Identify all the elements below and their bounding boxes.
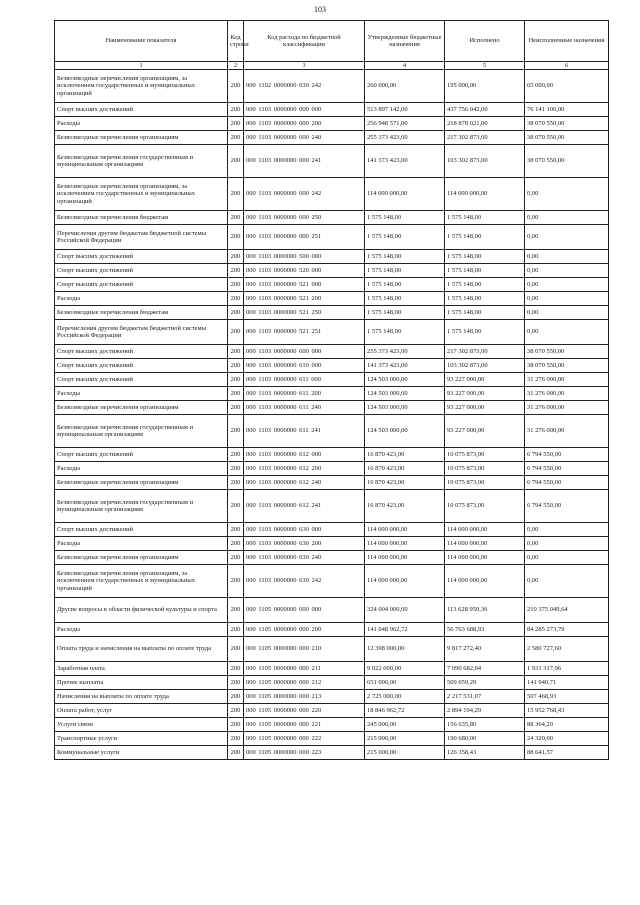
cell-name: Расходы <box>55 117 228 131</box>
cell-budget-code: 000 1103 0000000 500 000 <box>244 250 365 264</box>
cell-name: Расходы <box>55 623 228 637</box>
cell-approved: 12 398 000,00 <box>365 637 445 662</box>
cell-executed: 2 894 194,29 <box>445 704 525 718</box>
cell-executed: 114 000 000,00 <box>445 523 525 537</box>
cell-approved: 114 000 000,00 <box>365 565 445 598</box>
cell-budget-code: 000 1103 0000000 630 240 <box>244 551 365 565</box>
cell-unexecuted: 0,00 <box>525 225 609 250</box>
cell-unexecuted: 31 276 000,00 <box>525 415 609 448</box>
cell-unexecuted: 507 468,93 <box>525 690 609 704</box>
cell-approved: 1 575 148,00 <box>365 211 445 225</box>
cell-line-code: 200 <box>228 476 244 490</box>
cell-name: Начисления на выплаты по оплате труда <box>55 690 228 704</box>
cell-name: Безвозмездные перечисления организациям, за исключением государственных и муниципальных организаций <box>55 178 228 211</box>
cell-name: Безвозмездные перечисления государственным и муниципальным организациям <box>55 415 228 448</box>
cell-budget-code: 000 1105 0000000 000 220 <box>244 704 365 718</box>
header-line-code: Код строки <box>228 21 244 62</box>
cell-unexecuted: 76 141 100,00 <box>525 103 609 117</box>
cell-executed: 10 075 873,00 <box>445 448 525 462</box>
cell-line-code: 200 <box>228 320 244 345</box>
table-row <box>55 537 609 551</box>
table-row <box>55 746 609 760</box>
cell-unexecuted: 88 364,20 <box>525 718 609 732</box>
table-row <box>55 415 609 448</box>
cell-budget-code: 000 1103 0000000 612 241 <box>244 490 365 523</box>
cell-name: Оплата работ, услуг <box>55 704 228 718</box>
table-row <box>55 211 609 225</box>
cell-executed: 217 302 873,00 <box>445 345 525 359</box>
column-number: 5 <box>445 62 525 70</box>
cell-executed: 217 302 873,00 <box>445 131 525 145</box>
cell-budget-code: 000 1105 0000000 000 210 <box>244 637 365 662</box>
cell-executed: 93 227 000,00 <box>445 373 525 387</box>
cell-executed: 190 680,00 <box>445 732 525 746</box>
cell-unexecuted: 6 794 550,00 <box>525 462 609 476</box>
cell-unexecuted: 141 940,71 <box>525 676 609 690</box>
cell-approved: 1 575 148,00 <box>365 278 445 292</box>
cell-executed: 10 075 873,00 <box>445 490 525 523</box>
cell-name: Спорт высших достижений <box>55 359 228 373</box>
cell-line-code: 200 <box>228 415 244 448</box>
cell-executed: 1 575 148,00 <box>445 225 525 250</box>
cell-executed: 56 763 688,93 <box>445 623 525 637</box>
cell-approved: 141 373 423,00 <box>365 145 445 178</box>
cell-line-code: 200 <box>228 145 244 178</box>
cell-executed: 1 575 148,00 <box>445 306 525 320</box>
cell-line-code: 200 <box>228 537 244 551</box>
cell-approved: 513 897 142,00 <box>365 103 445 117</box>
cell-unexecuted: 31 276 000,00 <box>525 387 609 401</box>
cell-executed: 195 000,00 <box>445 70 525 103</box>
cell-budget-code: 000 1105 0000000 000 212 <box>244 676 365 690</box>
cell-budget-code: 000 1103 0000000 521 251 <box>244 320 365 345</box>
cell-name: Спорт высших достижений <box>55 448 228 462</box>
cell-line-code: 200 <box>228 103 244 117</box>
cell-budget-code: 000 1103 0000000 000 240 <box>244 131 365 145</box>
table-row <box>55 732 609 746</box>
cell-name: Спорт высших достижений <box>55 278 228 292</box>
cell-name: Расходы <box>55 462 228 476</box>
table-row <box>55 345 609 359</box>
cell-budget-code: 000 1105 0000000 000 213 <box>244 690 365 704</box>
cell-line-code: 200 <box>228 490 244 523</box>
cell-approved: 1 575 148,00 <box>365 292 445 306</box>
table-row <box>55 359 609 373</box>
cell-unexecuted: 0,00 <box>525 551 609 565</box>
cell-budget-code: 000 1103 0000000 521 200 <box>244 292 365 306</box>
cell-executed: 2 217 531,07 <box>445 690 525 704</box>
page-number: 103 <box>314 5 326 14</box>
table-row <box>55 623 609 637</box>
cell-budget-code: 000 1103 0000000 630 242 <box>244 565 365 598</box>
cell-unexecuted: 6 794 550,00 <box>525 476 609 490</box>
cell-line-code: 200 <box>228 565 244 598</box>
cell-executed: 113 628 950,36 <box>445 598 525 623</box>
cell-line-code: 200 <box>228 551 244 565</box>
table-row <box>55 178 609 211</box>
cell-line-code: 200 <box>228 292 244 306</box>
cell-line-code: 200 <box>228 448 244 462</box>
cell-unexecuted: 38 070 550,00 <box>525 359 609 373</box>
cell-name: Услуги связи <box>55 718 228 732</box>
cell-approved: 124 503 000,00 <box>365 401 445 415</box>
cell-approved: 124 503 000,00 <box>365 373 445 387</box>
cell-unexecuted: 65 000,00 <box>525 70 609 103</box>
cell-approved: 260 000,00 <box>365 70 445 103</box>
cell-budget-code: 000 1103 0000000 000 200 <box>244 117 365 131</box>
cell-name: Безвозмездные перечисления государственным и муниципальным организациям <box>55 145 228 178</box>
cell-budget-code: 000 1105 0000000 000 200 <box>244 623 365 637</box>
table-row <box>55 490 609 523</box>
cell-unexecuted: 0,00 <box>525 292 609 306</box>
cell-executed: 114 000 000,00 <box>445 178 525 211</box>
table-row <box>55 131 609 145</box>
cell-unexecuted: 15 952 768,43 <box>525 704 609 718</box>
cell-approved: 215 000,00 <box>365 746 445 760</box>
cell-budget-code: 000 1103 0000000 611 241 <box>244 415 365 448</box>
table-row <box>55 387 609 401</box>
cell-line-code: 200 <box>228 345 244 359</box>
cell-line-code: 200 <box>228 523 244 537</box>
cell-name: Расходы <box>55 537 228 551</box>
cell-executed: 1 575 148,00 <box>445 211 525 225</box>
cell-unexecuted: 88 641,57 <box>525 746 609 760</box>
cell-budget-code: 000 1105 0000000 000 211 <box>244 662 365 676</box>
cell-approved: 255 373 423,00 <box>365 131 445 145</box>
cell-line-code: 200 <box>228 250 244 264</box>
column-number: 3 <box>244 62 365 70</box>
cell-approved: 124 503 000,00 <box>365 415 445 448</box>
table-row <box>55 637 609 662</box>
cell-line-code: 200 <box>228 598 244 623</box>
cell-executed: 10 075 873,00 <box>445 462 525 476</box>
cell-budget-code: 000 1103 0000000 000 250 <box>244 211 365 225</box>
cell-budget-code: 000 1105 0000000 000 222 <box>244 732 365 746</box>
cell-unexecuted: 0,00 <box>525 523 609 537</box>
cell-unexecuted: 6 794 550,00 <box>525 448 609 462</box>
cell-executed: 1 575 148,00 <box>445 264 525 278</box>
cell-approved: 9 022 000,00 <box>365 662 445 676</box>
column-number: 2 <box>228 62 244 70</box>
cell-budget-code: 000 1103 0000000 520 000 <box>244 264 365 278</box>
table-row <box>55 373 609 387</box>
cell-executed: 93 227 000,00 <box>445 401 525 415</box>
cell-name: Безвозмездные перечисления организациям <box>55 551 228 565</box>
cell-executed: 7 090 682,04 <box>445 662 525 676</box>
cell-line-code: 200 <box>228 637 244 662</box>
cell-unexecuted: 31 276 000,00 <box>525 401 609 415</box>
cell-name: Безвозмездные перечисления организациям, за исключением государственных и муниципальных организаций <box>55 565 228 598</box>
cell-executed: 1 575 148,00 <box>445 250 525 264</box>
cell-unexecuted: 38 070 550,00 <box>525 131 609 145</box>
cell-executed: 218 878 021,00 <box>445 117 525 131</box>
cell-line-code: 200 <box>228 462 244 476</box>
cell-executed: 103 302 873,00 <box>445 359 525 373</box>
cell-name: Спорт высших достижений <box>55 103 228 117</box>
cell-budget-code: 000 1103 0000000 000 251 <box>244 225 365 250</box>
cell-line-code: 200 <box>228 278 244 292</box>
cell-approved: 124 503 000,00 <box>365 387 445 401</box>
table-row <box>55 476 609 490</box>
table-row <box>55 225 609 250</box>
cell-unexecuted: 0,00 <box>525 178 609 211</box>
cell-name: Оплата труда и начисления на выплаты по оплате труда <box>55 637 228 662</box>
cell-line-code: 200 <box>228 373 244 387</box>
table-body <box>55 70 609 760</box>
cell-budget-code: 000 1103 0000000 610 000 <box>244 359 365 373</box>
cell-line-code: 200 <box>228 264 244 278</box>
cell-unexecuted: 0,00 <box>525 537 609 551</box>
cell-unexecuted: 38 070 550,00 <box>525 345 609 359</box>
table-row <box>55 662 609 676</box>
table-row <box>55 117 609 131</box>
cell-approved: 1 575 148,00 <box>365 320 445 345</box>
cell-unexecuted: 38 070 550,00 <box>525 117 609 131</box>
column-number: 4 <box>365 62 445 70</box>
table-row <box>55 598 609 623</box>
budget-execution-table <box>54 20 609 760</box>
cell-budget-code: 000 1105 0000000 000 221 <box>244 718 365 732</box>
column-number: 6 <box>525 62 609 70</box>
cell-unexecuted: 1 931 317,96 <box>525 662 609 676</box>
cell-approved: 114 000 000,00 <box>365 523 445 537</box>
cell-approved: 1 575 148,00 <box>365 306 445 320</box>
table-row <box>55 523 609 537</box>
cell-approved: 114 000 000,00 <box>365 178 445 211</box>
cell-approved: 256 948 571,00 <box>365 117 445 131</box>
cell-approved: 2 725 000,00 <box>365 690 445 704</box>
cell-budget-code: 000 1105 0000000 000 000 <box>244 598 365 623</box>
cell-budget-code: 000 1103 0000000 612 240 <box>244 476 365 490</box>
table-row <box>55 306 609 320</box>
cell-line-code: 200 <box>228 359 244 373</box>
cell-line-code: 200 <box>228 306 244 320</box>
cell-approved: 1 575 148,00 <box>365 250 445 264</box>
cell-line-code: 200 <box>228 676 244 690</box>
cell-name: Расходы <box>55 387 228 401</box>
cell-budget-code: 000 1102 0000000 630 242 <box>244 70 365 103</box>
cell-executed: 114 000 000,00 <box>445 537 525 551</box>
table-row <box>55 320 609 345</box>
cell-line-code: 200 <box>228 70 244 103</box>
cell-name: Безвозмездные перечисления бюджетам <box>55 211 228 225</box>
cell-line-code: 200 <box>228 401 244 415</box>
cell-budget-code: 000 1103 0000000 630 200 <box>244 537 365 551</box>
cell-executed: 437 756 042,00 <box>445 103 525 117</box>
cell-budget-code: 000 1103 0000000 600 000 <box>244 345 365 359</box>
cell-name: Безвозмездные перечисления бюджетам <box>55 306 228 320</box>
cell-line-code: 200 <box>228 623 244 637</box>
cell-approved: 651 000,00 <box>365 676 445 690</box>
cell-budget-code: 000 1103 0000000 000 242 <box>244 178 365 211</box>
cell-name: Перечисления другим бюджетам бюджетной системы Российской Федерации <box>55 320 228 345</box>
cell-approved: 16 870 423,00 <box>365 448 445 462</box>
header-executed: Исполнено <box>445 21 525 62</box>
cell-approved: 255 373 423,00 <box>365 345 445 359</box>
cell-name: Спорт высших достижений <box>55 523 228 537</box>
cell-unexecuted: 0,00 <box>525 306 609 320</box>
table-row <box>55 103 609 117</box>
cell-unexecuted: 0,00 <box>525 264 609 278</box>
header-budget-code: Код расхода по бюджетной классификации <box>244 21 365 62</box>
cell-name: Спорт высших достижений <box>55 264 228 278</box>
cell-name: Перечисления другим бюджетам бюджетной системы Российской Федерации <box>55 225 228 250</box>
table-row <box>55 250 609 264</box>
cell-line-code: 200 <box>228 117 244 131</box>
header-row <box>55 21 609 62</box>
cell-name: Коммунальные услуги <box>55 746 228 760</box>
cell-line-code: 200 <box>228 732 244 746</box>
table-row <box>55 565 609 598</box>
cell-line-code: 200 <box>228 746 244 760</box>
table-row <box>55 448 609 462</box>
cell-unexecuted: 0,00 <box>525 250 609 264</box>
cell-line-code: 200 <box>228 131 244 145</box>
cell-approved: 1 575 148,00 <box>365 225 445 250</box>
cell-unexecuted: 210 375 049,64 <box>525 598 609 623</box>
table-row <box>55 70 609 103</box>
cell-budget-code: 000 1103 0000000 000 241 <box>244 145 365 178</box>
cell-executed: 509 059,29 <box>445 676 525 690</box>
table-row <box>55 292 609 306</box>
cell-unexecuted: 0,00 <box>525 320 609 345</box>
cell-approved: 114 000 000,00 <box>365 537 445 551</box>
cell-unexecuted: 6 794 550,00 <box>525 490 609 523</box>
cell-line-code: 200 <box>228 225 244 250</box>
cell-approved: 215 000,00 <box>365 732 445 746</box>
cell-executed: 126 358,43 <box>445 746 525 760</box>
cell-line-code: 200 <box>228 211 244 225</box>
cell-budget-code: 000 1103 0000000 611 200 <box>244 387 365 401</box>
table-row <box>55 401 609 415</box>
table-row <box>55 690 609 704</box>
cell-line-code: 200 <box>228 662 244 676</box>
header-approved: Утвержденные бюджетные назначения <box>365 21 445 62</box>
cell-name: Спорт высших достижений <box>55 373 228 387</box>
cell-executed: 10 075 873,00 <box>445 476 525 490</box>
cell-name: Заработная плата <box>55 662 228 676</box>
cell-unexecuted: 84 285 273,79 <box>525 623 609 637</box>
cell-line-code: 200 <box>228 718 244 732</box>
cell-name: Спорт высших достижений <box>55 250 228 264</box>
cell-budget-code: 000 1103 0000000 630 000 <box>244 523 365 537</box>
cell-executed: 9 817 272,40 <box>445 637 525 662</box>
cell-name: Транспортные услуги <box>55 732 228 746</box>
cell-budget-code: 000 1103 0000000 521 000 <box>244 278 365 292</box>
cell-name: Безвозмездные перечисления организациям, за исключением государственных и муниципальных организаций <box>55 70 228 103</box>
table-row <box>55 145 609 178</box>
header-unexecuted: Неисполненные назначения <box>525 21 609 62</box>
cell-budget-code: 000 1103 0000000 612 200 <box>244 462 365 476</box>
cell-unexecuted: 2 580 727,60 <box>525 637 609 662</box>
cell-line-code: 200 <box>228 387 244 401</box>
cell-unexecuted: 0,00 <box>525 278 609 292</box>
cell-budget-code: 000 1103 0000000 000 000 <box>244 103 365 117</box>
cell-name: Безвозмездные перечисления государственным и муниципальным организациям <box>55 490 228 523</box>
table-row <box>55 718 609 732</box>
cell-budget-code: 000 1103 0000000 521 250 <box>244 306 365 320</box>
cell-budget-code: 000 1105 0000000 000 223 <box>244 746 365 760</box>
cell-name: Прочие выплаты <box>55 676 228 690</box>
cell-budget-code: 000 1103 0000000 611 000 <box>244 373 365 387</box>
cell-approved: 245 000,00 <box>365 718 445 732</box>
cell-line-code: 200 <box>228 178 244 211</box>
cell-approved: 141 373 423,00 <box>365 359 445 373</box>
cell-unexecuted: 24 320,00 <box>525 732 609 746</box>
table-row <box>55 676 609 690</box>
cell-name: Безвозмездные перечисления организациям <box>55 476 228 490</box>
cell-approved: 16 870 423,00 <box>365 476 445 490</box>
cell-budget-code: 000 1103 0000000 612 000 <box>244 448 365 462</box>
table-row <box>55 264 609 278</box>
cell-executed: 93 227 000,00 <box>445 415 525 448</box>
cell-name: Безвозмездные перечисления организациям <box>55 131 228 145</box>
column-number-row <box>55 62 609 70</box>
cell-executed: 1 575 148,00 <box>445 292 525 306</box>
table-row <box>55 551 609 565</box>
cell-executed: 93 227 000,00 <box>445 387 525 401</box>
cell-executed: 1 575 148,00 <box>445 278 525 292</box>
cell-name: Расходы <box>55 292 228 306</box>
cell-executed: 114 000 000,00 <box>445 551 525 565</box>
cell-name: Спорт высших достижений <box>55 345 228 359</box>
cell-line-code: 200 <box>228 690 244 704</box>
cell-budget-code: 000 1103 0000000 611 240 <box>244 401 365 415</box>
cell-name: Безвозмездные перечисления организациям <box>55 401 228 415</box>
cell-approved: 16 870 423,00 <box>365 462 445 476</box>
cell-approved: 324 004 000,00 <box>365 598 445 623</box>
cell-approved: 18 846 962,72 <box>365 704 445 718</box>
cell-executed: 1 575 148,00 <box>445 320 525 345</box>
table-row <box>55 278 609 292</box>
cell-executed: 103 302 873,00 <box>445 145 525 178</box>
cell-executed: 156 635,80 <box>445 718 525 732</box>
cell-unexecuted: 31 276 000,00 <box>525 373 609 387</box>
cell-unexecuted: 38 070 550,00 <box>525 145 609 178</box>
cell-approved: 16 870 423,00 <box>365 490 445 523</box>
cell-line-code: 200 <box>228 704 244 718</box>
column-number: 1 <box>55 62 228 70</box>
header-name: Наименование показателя <box>55 21 228 62</box>
cell-unexecuted: 0,00 <box>525 565 609 598</box>
cell-approved: 1 575 148,00 <box>365 264 445 278</box>
table-row <box>55 704 609 718</box>
cell-name: Другие вопросы в области физической культуры и спорта <box>55 598 228 623</box>
table-row <box>55 462 609 476</box>
cell-executed: 114 000 000,00 <box>445 565 525 598</box>
cell-unexecuted: 0,00 <box>525 211 609 225</box>
cell-approved: 141 048 962,72 <box>365 623 445 637</box>
cell-approved: 114 000 000,00 <box>365 551 445 565</box>
